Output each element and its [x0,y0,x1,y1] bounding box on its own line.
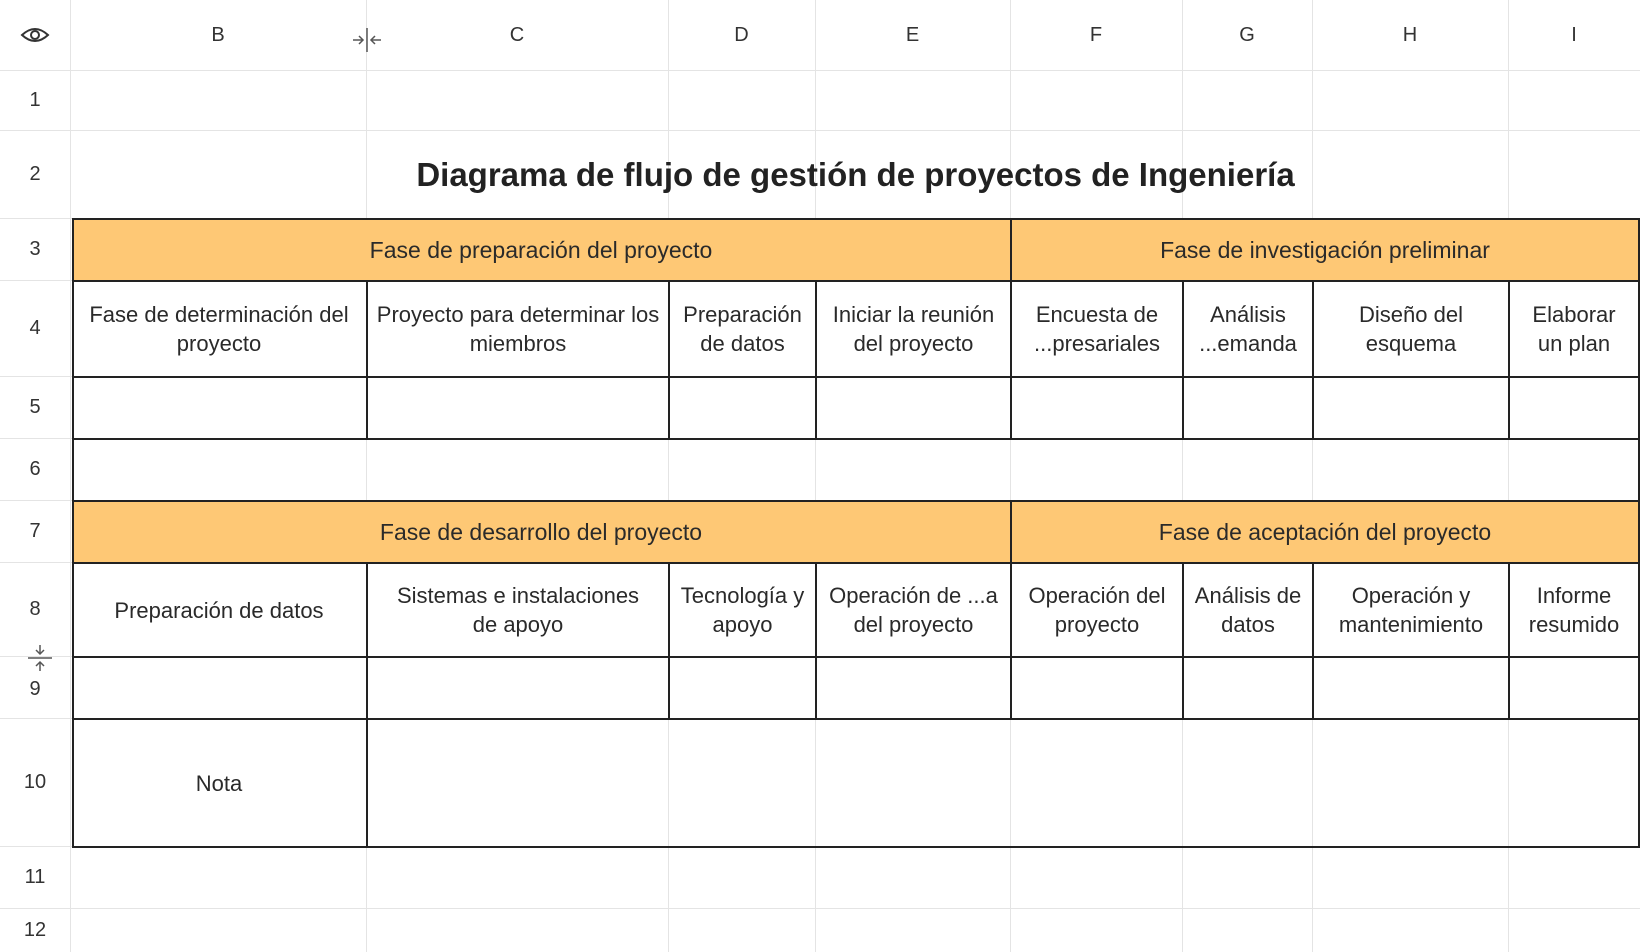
column-header-i[interactable]: I [1571,23,1577,46]
column-resize-icon[interactable] [352,27,382,53]
phase-investigation[interactable]: Fase de investigación preliminar [1012,220,1638,280]
phase-development[interactable]: Fase de desarrollo del proyecto [72,502,1010,562]
column-header-h[interactable]: H [1402,23,1418,46]
visibility-toggle[interactable] [0,0,70,70]
row-header-9[interactable]: 9 [29,677,41,700]
task-cell[interactable]: Preparación de datos [683,302,802,356]
row-header-4[interactable]: 4 [29,316,41,339]
column-header-b[interactable]: B [211,23,225,46]
task-cell[interactable]: Operación del proyecto [1028,583,1166,637]
task-cell[interactable]: Informe resumido [1528,583,1620,637]
task-cell[interactable]: Diseño del esquema [1359,302,1463,356]
row-header-3[interactable]: 3 [29,237,41,260]
task-cell[interactable]: Fase de determinación del proyecto [89,302,349,356]
row-header-5[interactable]: 5 [29,395,41,418]
row-header-10[interactable]: 10 [23,770,47,793]
phase-acceptance[interactable]: Fase de aceptación del proyecto [1012,502,1638,562]
row-header-11[interactable]: 11 [24,865,46,888]
task-cell[interactable]: Tecnología y apoyo [680,583,805,637]
row-header-2[interactable]: 2 [29,162,41,185]
page-title[interactable]: Diagrama de flujo de gestión de proyectos de Ingeniería [416,156,1295,193]
row-header-8[interactable]: 8 [29,597,41,620]
note-label[interactable]: Nota [195,770,243,796]
column-header-g[interactable]: G [1239,23,1255,46]
note-input[interactable] [368,720,1638,846]
column-header-d[interactable]: D [734,23,749,46]
task-cell[interactable]: Proyecto para determinar los miembros [376,302,660,356]
row-header-7[interactable]: 7 [29,519,41,542]
task-cell[interactable]: Iniciar la reunión del proyecto [832,302,995,356]
row-header-1[interactable]: 1 [29,88,41,111]
task-cell[interactable]: Elaborar un plan [1532,302,1616,356]
phase-preparation[interactable]: Fase de preparación del proyecto [72,220,1010,280]
task-cell[interactable]: Encuesta de ...presariales [1034,302,1160,356]
task-cell[interactable]: Preparación de datos [114,597,324,623]
row-header-12[interactable]: 12 [23,918,47,941]
task-cell[interactable]: Operación de ...a del proyecto [829,583,998,637]
row-resize-icon[interactable] [27,644,53,672]
row-header-6[interactable]: 6 [29,457,41,480]
task-cell[interactable]: Operación y mantenimiento [1338,583,1484,637]
task-cell[interactable]: Análisis ...emanda [1199,302,1297,356]
eye-icon [20,25,50,45]
column-header-f[interactable]: F [1089,23,1103,46]
column-header-c[interactable]: C [509,23,525,46]
column-header-e[interactable]: E [905,23,920,46]
task-cell[interactable]: Análisis de datos [1194,583,1302,637]
task-cell[interactable]: Sistemas e instalaciones de apoyo [396,583,640,637]
